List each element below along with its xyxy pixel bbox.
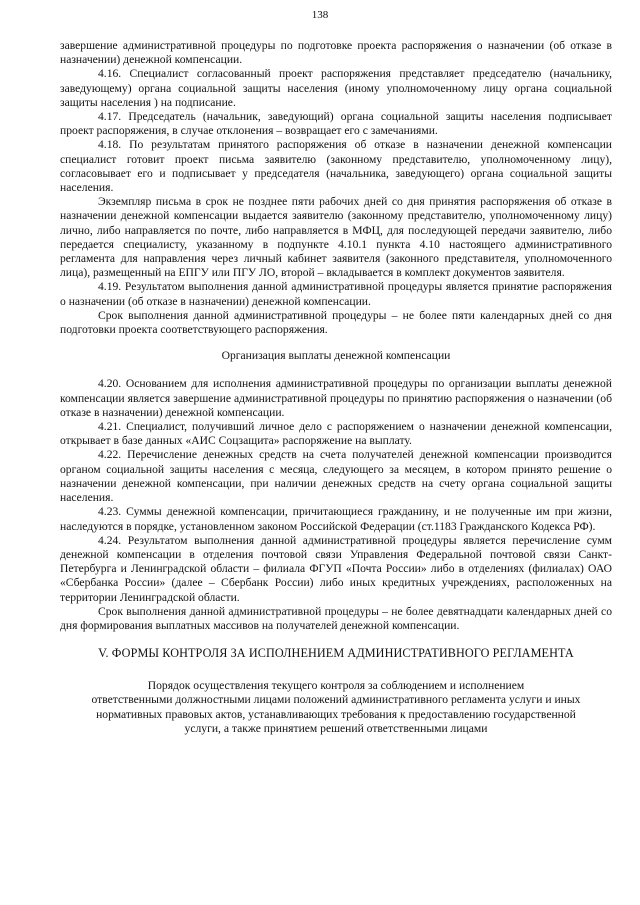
paragraph-4-24: 4.24. Результатом выполнения данной административной процедуры является перечисление сумм денежной компенсации в отделения почтовой связи Управления Федеральной почтовой связи Санкт-Петербурга и Ленинградской области – филиала ФГУП «Почта России» либо в отделениях (филиалах) ОАО «Сбербанка России» (далее – Сбербанк России) либо иных кредитных учреждениях, расположенных на территории Ленинградской области. (60, 533, 612, 604)
document-body (60, 39, 612, 736)
paragraph-4-20: 4.20. Основанием для исполнения административной процедуры по организации выплаты денежной компенсации является завершение административной процедуры по принятию распоряжения о назначении (об отказе в назначении) денежной компенсации. (60, 377, 612, 419)
paragraph-deadline: Срок выполнения данной административной процедуры – не более пяти календарных дней со дня подготовки проекта соответствующего распоряжения. (60, 308, 612, 337)
paragraph-4-23: 4.23. Суммы денежной компенсации, причитающиеся гражданину, и не полученные им при жизни, наследуются в порядке, установленном законом Российской Федерации (ст.1183 Гражданского Кодекса РФ). (60, 505, 612, 533)
paragraph-payment-deadline: Срок выполнения данной административной процедуры – не более девятнадцати календарных дней со дня формирования выплатных массивов на получателей денежной компенсации. (60, 604, 612, 632)
paragraph-4-21: 4.21. Специалист, получивший личное дело с распоряжением о назначении денежной компенсации, открывает в базе данных «АИС Соцзащита» распоряжение на выплату. (60, 420, 612, 448)
paragraph-4-16: 4.16. Специалист согласованный проект распоряжения представляет председателю (начальнику, заведующему) органа социальной защиты населения (иному уполномоченному лицу органа социальной защиты населения ) на подписание. (60, 67, 612, 109)
paragraph-4-18: 4.18. По результатам принятого распоряжения об отказе в назначении денежной компенсации специалист готовит проект письма заявителю (законному представителю, уполномоченному лицу), согласовывает его и подписывает у председателя (начальника, заведующего) органа социальной защиты населения. (60, 138, 612, 195)
section-heading: V. ФОРМЫ КОНТРОЛЯ ЗА ИСПОЛНЕНИЕМ АДМИНИСТРАТИВНОГО РЕГЛАМЕНТА (98, 646, 574, 661)
paragraph: завершение административной процедуры по подготовке проекта распоряжения о назначении (об отказе в назначении) денежной компенсации. (60, 39, 612, 67)
paragraph-4-22: 4.22. Перечисление денежных средств на счета получателей денежной компенсации производится органом социальной защиты населения с месяца, следующего за месяцем, в котором принято решение о назначении денежной компенсации, при наличии денежных средств на счету органа социальной защиты населения. (60, 448, 612, 505)
heading-line: нормативных правовых актов, устанавливающих требования к предоставлению государственной (96, 707, 576, 721)
paragraph-4-19: 4.19. Результатом выполнения данной административной процедуры является принятие распоряжения о назначении (об отказе в назначении) денежной компенсации. (60, 280, 612, 308)
heading-line: ответственными должностными лицами положений административного регламента услуги и иных (91, 693, 581, 707)
payment-section (60, 377, 612, 633)
control-procedure-heading (60, 679, 612, 736)
heading-line: Порядок осуществления текущего контроля за соблюдением и исполнением (147, 679, 525, 693)
heading-line: услуги, а также принятием решений ответственными лицами (184, 721, 488, 735)
subheading-payment: Организация выплаты денежной компенсации (221, 349, 451, 363)
page-number: 138 (311, 9, 329, 21)
paragraph-letter-copy: Экземпляр письма в срок не позднее пяти рабочих дней со дня принятия распоряжения об отказе в назначении денежной компенсации выдается заявителю (законному представителю, уполномоченному лицу) лично, либо направляется по почте, либо направляется в МФЦ, для последующей передачи заявителю, либо передается специалисту, указанному в подпункте 4.10.1 пункта 4.10 настоящего административного регламента для направления через личный кабинет заявителя (законного представителя, уполномоченного лица), размещенный на ЕПГУ или ПГУ ЛО, второй – вкладывается в комплект документов заявителя. (60, 195, 612, 280)
paragraph-4-17: 4.17. Председатель (начальник, заведующий) органа социальной защиты населения подписывает проект распоряжения, в случае отклонения – возвращает его с замечаниями. (60, 110, 612, 138)
